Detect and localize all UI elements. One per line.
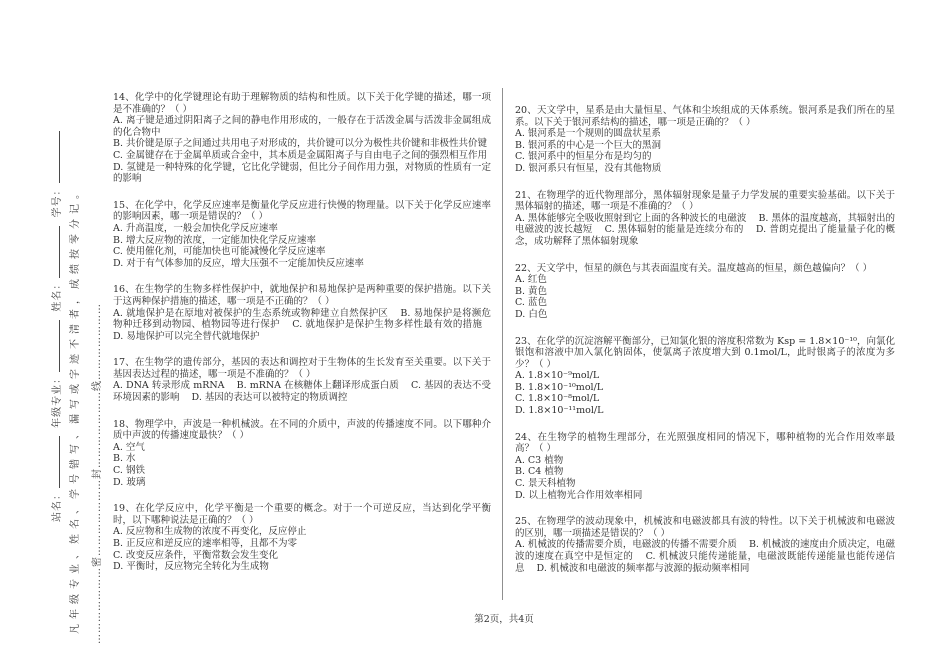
option-a: A. 1.8×10⁻⁹mol/L [515,370,600,382]
question-24-options [515,455,895,501]
option-d: D. 氢键是一种特殊的化学键，它比化学键弱，但比分子间作用力强，对物质的性质有一定的影响 [113,161,491,185]
option-b: B. 1.8×10⁻¹⁰mol/L [515,381,604,393]
question-17-options [113,380,491,403]
seal-margin [0,0,112,672]
question-23-options [515,370,895,416]
option-d: D. 普朗克提出了能量量子化的概念，成功解释了黑体辐射现象 [515,224,895,247]
option-b: B. 增大反应物的浓度，一定能加快化学反应速率 [113,234,317,246]
question-24 [515,432,895,502]
question-20-stem: 20、天文学中，星系是由大量恒星、气体和尘埃组成的天体系统。银河系是我们所在的星系。以下关于银河系结构的描述，哪一项是正确的？（ ） [515,105,895,128]
page-number: 第2页，共4页 [474,614,534,625]
question-14 [113,92,491,185]
question-21 [515,190,895,248]
question-23-stem: 23、在化学的沉淀溶解平衡部分，已知氯化银的溶度积常数为 Ksp = 1.8×10⁻¹⁰，向氯化银饱和溶液中加入氯化钠固体，使氯离子浓度增大到 0.1mol/L，此时银离子的浓度为多少？（ ） [515,335,895,370]
grade-major-blank [50,320,60,372]
zero-score-warning: 凡年级专业、姓名、学号错写、漏写或字迹不清者，成绩按零分记。 [70,184,81,634]
question-17-stem: 17、在生物学的遗传部分，基因的表达和调控对于生物体的生长发育至关重要。以下关于基因表达过程的描述，哪一项是不准确的？（ ） [113,357,491,380]
option-c: C. 金属键存在于金属单质或合金中，其本质是金属阳离子与自由电子之间的强烈相互作用 [113,149,487,161]
option-a: A. 就地保护是在原地对被保护的生态系统或物种建立自然保护区 [113,307,389,319]
question-18-options [113,442,491,488]
option-b: B. 水 [113,453,136,465]
option-d: D. 对于有气体参加的反应，增大压强不一定能加快反应速率 [113,257,364,269]
question-20 [515,105,895,175]
student-info-line [48,127,63,522]
question-23 [515,336,895,417]
question-25-options [515,539,895,574]
question-15-stem: 15、在化学中，化学反应速率是衡量化学反应进行快慢的物理量。以下关于化学反应速率的影响因素，哪一项是错误的？（ ） [113,199,491,223]
option-a: A. DNA 转录形成 mRNA [113,380,225,392]
question-22-stem: 22、天文学中，恒星的颜色与其表面温度有关。温度越高的恒星，颜色越偏向？（ ） [515,262,873,274]
option-c: C. 改变反应条件，平衡常数会发生变化 [113,549,278,561]
student-id-blank [50,131,60,183]
option-c: C. 黑体辐射的能量是连续分布的 [604,224,744,236]
question-19-stem: 19、在化学反应中，化学平衡是一个重要的概念。对于一个可逆反应，当达到化学平衡时，以下哪种说法是正确的？（ ） [113,503,491,526]
option-d: D. 白色 [515,308,548,320]
option-a: A. 银河系是一个规则的圆盘状星系 [515,128,661,140]
question-21-options [515,213,895,248]
right-column [515,105,895,589]
option-b: B. 共价键是原子之间通过共用电子对形成的，共价键可以分为极性共价键和非极性共价键 [113,138,488,150]
question-16 [113,284,491,342]
option-d: D. 1.8×10⁻¹¹mol/L [515,405,604,417]
option-b: B. 易地保护是将濒危物种迁移到动物园、植物园等进行保护 [113,307,491,331]
question-15-options [113,223,491,269]
option-d: D. 基因的表达可以被特定的物质调控 [191,392,348,404]
option-a: A. 空气 [113,441,145,453]
question-18-stem: 18、物理学中，声波是一种机械波。在不同的介质中，声波的传播速度不同。以下哪种介质中声波的传播速度最快？（ ） [113,418,491,442]
option-c: C. 景天科植物 [515,478,576,490]
option-c: C. 使用催化剂，可能加快也可能减慢化学反应速率 [113,246,326,258]
question-25-stem: 25、在物理学的波动现象中，机械波和电磁波都具有波的特性。以下关于机械波和电磁波的区别，哪一项描述是错误的？（ ） [515,516,895,539]
question-16-options [113,308,491,343]
column-divider [502,88,503,600]
option-d: D. 易地保护可以完全替代就地保护 [113,330,260,342]
option-a: A. 离子键是通过阴阳离子之间的静电作用形成的，一般存在于活泼金属与活泼非金属组成的化合物中 [113,115,491,138]
name-label: 姓名： [52,278,63,312]
option-a: A. C3 植物 [515,454,564,466]
question-22 [515,263,895,321]
option-c: C. 就地保护是保护生物多样性最有效的措施 [292,319,482,331]
option-a: A. 升高温度，一般会加快化学反应速率 [113,222,278,234]
question-25 [515,516,895,574]
question-20-options [515,128,895,174]
option-b: B. 黄色 [515,285,548,297]
option-d: D. 机械波和电磁波的频率都与波源的振动频率相同 [536,562,750,574]
question-15 [113,200,491,270]
option-d: D. 平衡时，反应物完全转化为生成物 [113,561,269,573]
option-c: C. 基因的表达不受环境因素的影响 [113,380,491,404]
option-b: B. 黑体的温度越高，其辐射出的电磁波的波长越短 [515,212,895,236]
option-b: B. 正反应和逆反应的速率相等，且都不为零 [113,538,298,549]
option-a: A. 机械波的传播需要介质，电磁波的传播不需要介质 [515,539,737,551]
option-b: B. mRNA 在核糖体上翻译形成蛋白质 [236,380,399,392]
question-14-stem: 14、化学中的化学键理论有助于理解物质的结构和性质。以下关于化学键的描述，哪一项是不准确的？（ ） [113,92,491,115]
station-blank [50,436,60,488]
grade-major-label: 年级专业： [52,372,63,428]
option-a: A. 反应物和生成物的浓度不再变化，反应停止 [113,526,307,538]
question-17 [113,357,491,403]
question-19 [113,503,491,573]
option-d: D. 玻璃 [113,476,146,488]
seal-dotted-line: …………………密…………………封…………………线………………… [92,303,103,644]
option-a: A. 红色 [515,274,547,286]
option-b: B. C4 植物 [515,466,564,478]
option-b: B. 银河系的中心是一个巨大的黑洞 [515,139,662,151]
option-c: C. 蓝色 [515,297,547,309]
student-id-label: 学号： [52,184,63,218]
question-18 [113,419,491,489]
question-19-options [113,526,491,572]
question-21-stem: 21、在物理学的近代物理部分，黑体辐射现象是量子力学发展的重要实验基础。以下关于黑体辐射的描述，哪一项是不准确的？（ ） [515,189,895,213]
option-b: B. 机械波的速度由介质决定，电磁波的速度在真空中是恒定的 [515,539,895,562]
question-22-options [515,274,895,320]
option-c: C. 机械波只能传递能量，电磁波既能传递能量也能传递信息 [515,551,895,574]
question-24-stem: 24、在生物学的植物生理部分，在光照强度相同的情况下，哪种植物的光合作用效率最高？（ ） [515,431,895,455]
left-column [113,92,491,588]
option-a: A. 黑体能够完全吸收照射到它上面的各种波长的电磁波 [515,212,747,224]
option-d: D. 银河系只有恒星，没有其他物质 [515,162,662,174]
option-c: C. 1.8×10⁻⁸mol/L [515,393,600,405]
option-c: C. 钢铁 [113,465,145,477]
name-blank [50,226,60,278]
option-d: D. 以上植物光合作用效率相同 [515,489,643,501]
station-label: 站名： [52,489,63,522]
question-16-stem: 16、在生物学的生物多样性保护中，就地保护和易地保护是两种重要的保护措施。以下关于这两种保护措施的描述，哪一项是不正确的？（ ） [113,284,491,307]
question-14-options [113,115,491,185]
option-c: C. 银河系中的恒星分布是均匀的 [515,151,652,163]
